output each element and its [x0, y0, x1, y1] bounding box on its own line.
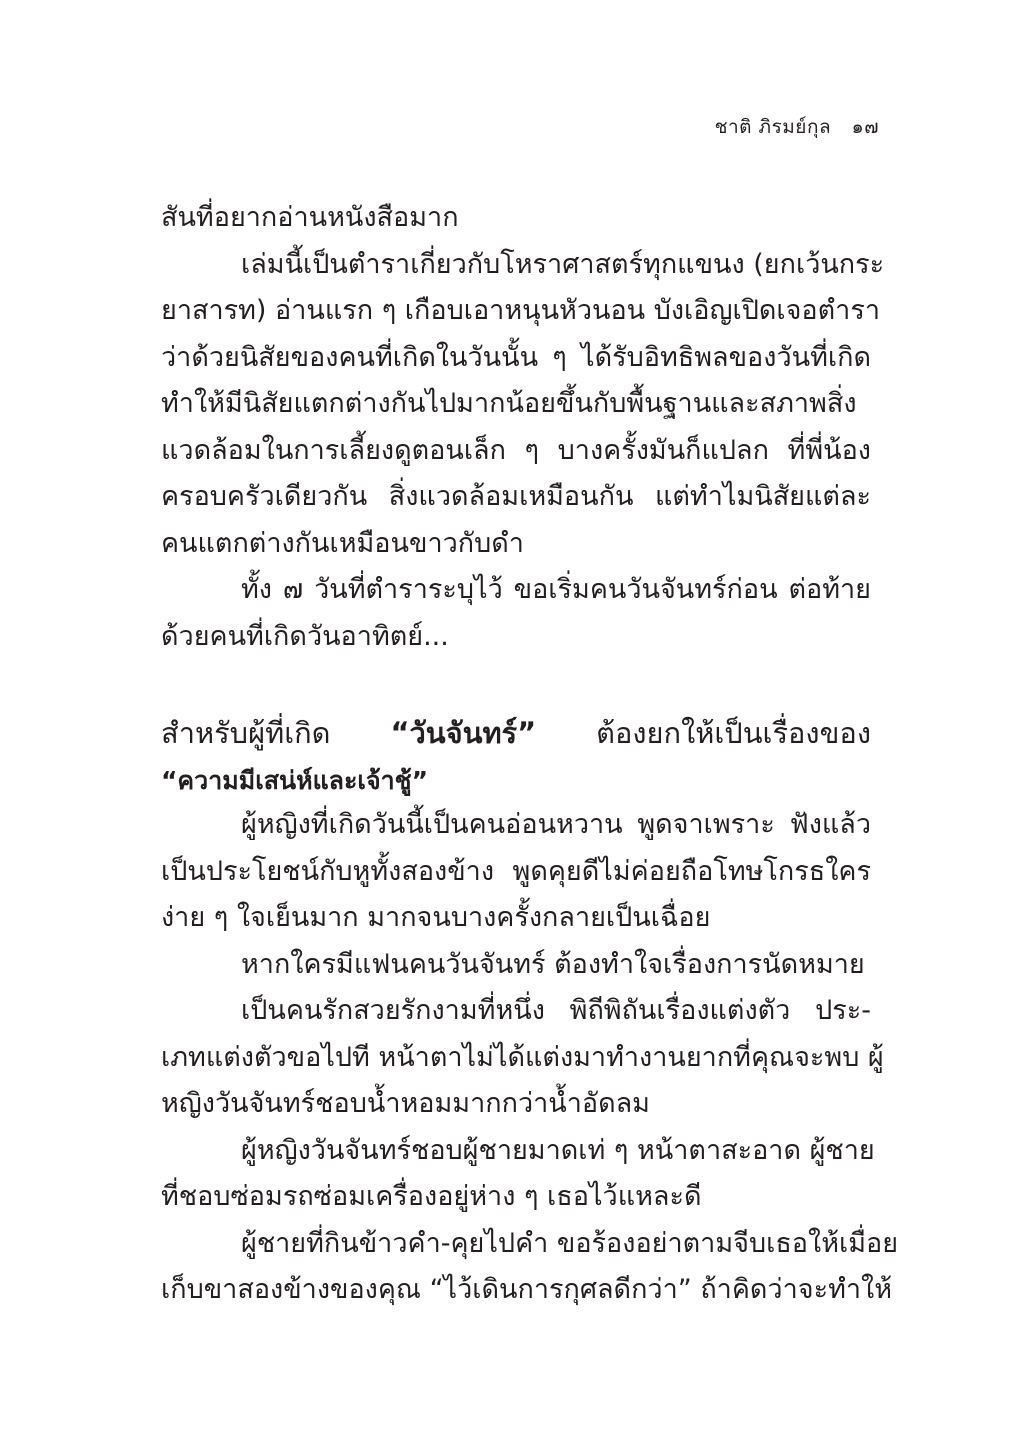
heading-day: “วันจันทร์” — [390, 716, 537, 750]
text-line: ทำให้มีนิสัยแตกต่างกันไปมากน้อยขึ้นกับพื้นฐานและสภาพสิ่ง — [161, 388, 857, 419]
text-line: ผู้หญิงที่เกิดวันนี้เป็นคนอ่อนหวาน พูดจาเพราะ ฟังแล้ว — [241, 809, 871, 840]
section-gap — [161, 660, 871, 706]
text-line: เล่มนี้เป็นตำราเกี่ยวกับโหราศาสตร์ทุกแขนง (ยกเว้นกระ — [241, 248, 885, 280]
text-line: เภทแต่งตัวขอไปที หน้าตาไม่ได้แต่งมาทำงานยากที่คุณจะพบ ผู้ — [161, 1041, 884, 1073]
section-subheading: “ความมีเสน่ห์และเจ้าชู้” — [161, 766, 429, 795]
running-header — [715, 112, 879, 142]
heading-prefix: สำหรับผู้ที่เกิด — [161, 716, 391, 750]
page-number: ๑๗ — [851, 116, 879, 138]
body-text — [161, 195, 899, 1314]
text-line: ที่ชอบซ่อมรถซ่อมเครื่องอยู่ห่าง ๆ เธอไว้แหละดี — [161, 1181, 702, 1212]
text-line: สันที่อยากอ่านหนังสือมาก — [161, 202, 459, 233]
text-line: ผู้ชายที่กินข้าวคำ-คุยไปคำ ขอร้องอย่าตามจีบเธอให้เมื่อย — [241, 1227, 899, 1259]
text-line: เก็บขาสองข้างของคุณ “ไว้เดินการกุศลดีกว่า” ถ้าคิดว่าจะทำให้ — [161, 1274, 893, 1305]
text-line: ง่าย ๆ ใจเย็นมาก มากจนบางครั้งกลายเป็นเฉื่อย — [161, 902, 711, 933]
text-line: ด้วยคนที่เกิดวันอาทิตย์... — [161, 620, 449, 652]
text-line: เป็นคนรักสวยรักงามที่หนึ่ง พิถีพิถันเรื่องแต่งตัว ประ- — [241, 995, 871, 1026]
text-line: คนแตกต่างกันเหมือนขาวกับดำ — [161, 527, 524, 559]
text-line: ครอบครัวเดียวกัน สิ่งแวดล้อมเหมือนกัน แต่ทำไมนิสัยแต่ละ — [161, 481, 871, 512]
author-name: ชาติ ภิรมย์กุล — [714, 116, 832, 138]
text-line: ทั้ง ๗ วันที่ตำราระบุไว้ ขอเริ่มคนวันจันทร์ก่อน ต่อท้าย — [241, 574, 871, 605]
text-line: ยาสารท) อ่านแรก ๆ เกือบเอาหนุนหัวนอน บังเอิญเปิดเจอตำรา — [161, 295, 881, 326]
text-line: ว่าด้วยนิสัยของคนที่เกิดในวันนั้น ๆ ได้รับอิทธิพลของวันที่เกิด — [161, 341, 871, 373]
text-line: หากใครมีแฟนคนวันจันทร์ ต้องทำใจเรื่องการนัดหมาย — [241, 948, 865, 980]
section-heading — [161, 706, 871, 760]
heading-suffix: ต้องยกให้เป็นเรื่องของ — [536, 716, 871, 750]
text-line: เป็นประโยชน์กับหูทั้งสองข้าง พูดคุยดีไม่ค่อยถือโทษโกรธใคร — [161, 855, 871, 887]
text-line: หญิงวันจันทร์ชอบน้ำหอมมากกว่าน้ำอัดลม — [161, 1088, 650, 1119]
text-line: แวดล้อมในการเลี้ยงดูตอนเล็ก ๆ บางครั้งมันก็แปลก ที่พี่น้อง — [161, 434, 871, 466]
text-line: ผู้หญิงวันจันทร์ชอบผู้ชายมาดเท่ ๆ หน้าตาสะอาด ผู้ชาย — [241, 1134, 875, 1166]
